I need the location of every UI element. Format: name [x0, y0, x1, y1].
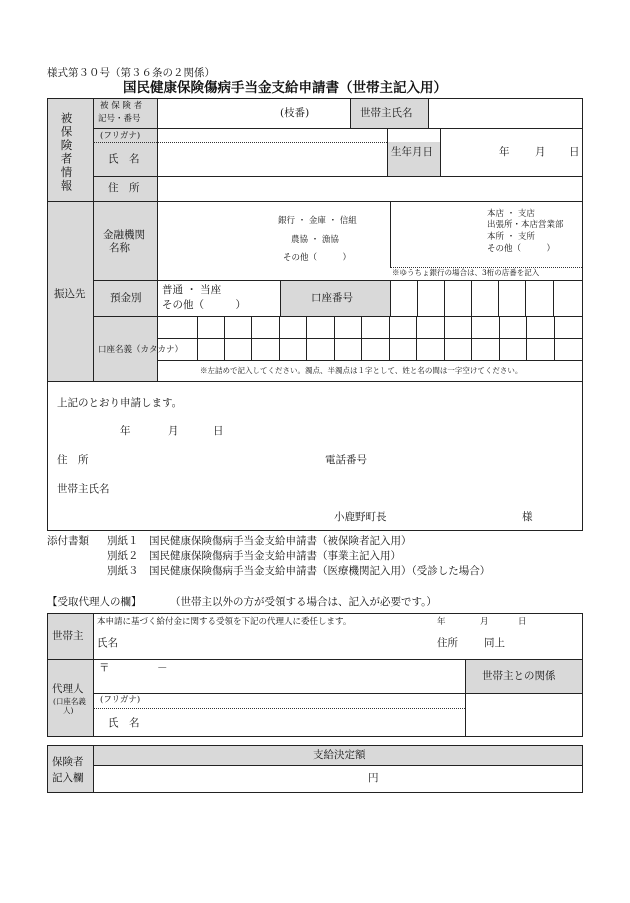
birthdate-year: 年: [499, 146, 510, 158]
relationship-label: 世帯主との関係: [482, 670, 556, 682]
amount-field[interactable]: [95, 767, 365, 791]
branch-name-field[interactable]: [391, 202, 485, 266]
amount-label: 支給決定額: [313, 749, 366, 761]
addressee: 小鹿野町長: [334, 511, 387, 523]
transfer-section-label: 振込先: [54, 288, 86, 300]
deposit-type-label: 預金別: [110, 292, 142, 304]
declaration-address-label: 住 所: [57, 454, 89, 466]
declaration-householder-label: 世帯主氏名: [57, 483, 110, 495]
insured-section-label: 被保険者情報: [59, 112, 74, 193]
declaration-year: 年: [120, 425, 131, 437]
address-field[interactable]: [158, 177, 581, 200]
yucho-note: ※ゆうちょ銀行の場合は、3桁の店番を記入: [392, 268, 540, 277]
branch-types-3: 本所 ・ 支所: [487, 232, 535, 242]
form-title: 国民健康保険傷病手当金支給申請書（世帯主記入用）: [123, 80, 447, 96]
proxy-name-label: 氏名: [97, 637, 118, 649]
declaration-householder-field[interactable]: [120, 479, 420, 497]
relationship-field[interactable]: [467, 695, 581, 735]
agent-name-label: 氏 名: [108, 717, 140, 729]
account-holder-field[interactable]: [158, 317, 581, 359]
attachment-item-2: 別紙２ 国民健康保険傷病手当金支給申請書（事業主記入用）: [107, 550, 401, 562]
declaration-statement: 上記のとおり申請します。: [57, 397, 183, 409]
insurance-no-label-2: 記号・番号: [98, 114, 141, 124]
address-label: 住 所: [108, 182, 140, 194]
birthdate-field[interactable]: [441, 129, 581, 175]
delegation-text: 本申請に基づく給付金に関する受領を下記の代理人に委任します。: [97, 617, 352, 627]
name-label: 氏 名: [108, 153, 140, 165]
proxy-householder-name-field[interactable]: [118, 634, 418, 652]
branch-types-1: 本店 ・ 支店: [487, 209, 535, 219]
bank-types-2: 農協 ・ 漁協: [291, 235, 339, 245]
honorific: 様: [522, 511, 533, 523]
insurance-no-label-1: 被 保 険 者: [100, 101, 143, 111]
branch-types-2: 出張所・本店営業部: [487, 220, 564, 230]
bank-types-1: 銀行 ・ 金庫 ・ 信組: [278, 216, 357, 226]
attachments-label: 添付書類: [47, 535, 89, 547]
agent-furigana-label: (フリガナ): [100, 695, 141, 705]
declaration-day: 日: [213, 425, 224, 437]
birthdate-label: 生年月日: [391, 146, 433, 158]
declaration-phone-field[interactable]: [378, 450, 578, 468]
postal-dash: －: [157, 662, 168, 674]
postal-mark: 〒: [99, 662, 110, 674]
householder-name-field[interactable]: [429, 99, 581, 127]
birthdate-day: 日: [569, 146, 580, 158]
proxy-same-label: 同上: [484, 637, 505, 649]
attachment-item-1: 別紙１ 国民健康保険傷病手当金支給申請書（被保険者記入用）: [107, 535, 412, 547]
furigana-label: (フリガナ): [100, 131, 141, 141]
proxy-section-title: 【受取代理人の欄】: [47, 596, 142, 608]
agent-note-1: (口座名義: [53, 697, 86, 706]
declaration-month: 月: [168, 425, 179, 437]
delegation-year: 年: [437, 617, 446, 627]
delegation-day: 日: [518, 617, 527, 627]
branch-no-label: (枝番): [280, 107, 310, 119]
bank-name-field[interactable]: [158, 202, 274, 279]
declaration-phone-label: 電話番号: [325, 454, 367, 466]
name-field[interactable]: [158, 143, 386, 175]
householder-name-label: 世帯主氏名: [360, 107, 413, 119]
proxy-address-label: 住所: [437, 637, 458, 649]
furigana-field[interactable]: [158, 129, 386, 141]
declaration-address-field[interactable]: [95, 450, 315, 468]
form-number: 様式第３０号（第３６条の２関係）: [47, 67, 215, 79]
agent-note-2: 人): [63, 706, 74, 715]
yen-label: 円: [368, 772, 379, 784]
agent-furigana-field[interactable]: [95, 695, 463, 707]
insurance-no-field[interactable]: [158, 99, 278, 127]
bank-label-1: 金融機関: [103, 229, 145, 241]
bank-types-3: その他（ ）: [283, 253, 352, 263]
deposit-options-1: 普通 ・ 当座: [162, 284, 222, 296]
delegation-month: 月: [480, 617, 489, 627]
birthdate-month: 月: [535, 146, 546, 158]
account-number-field[interactable]: [391, 281, 581, 315]
proxy-section-note: （世帯主以外の方が受領する場合は、記入が必要です。）: [170, 596, 437, 608]
agent-name-field[interactable]: [150, 710, 460, 734]
agent-address-field[interactable]: [95, 661, 463, 691]
insurer-shade: [47, 745, 93, 793]
bank-label-2: 名称: [109, 242, 130, 254]
account-holder-label: 口座名義（カタカナ）: [98, 345, 184, 355]
account-no-label: 口座番号: [311, 292, 353, 304]
insurer-label-2: 記入欄: [52, 772, 84, 784]
attachment-item-3: 別紙３ 国民健康保険傷病手当金支給申請書（医療機関記入用）（受診した場合）: [107, 565, 491, 577]
proxy-householder-label: 世帯主: [52, 630, 84, 642]
branch-types-4: その他（ ）: [487, 244, 556, 254]
katakana-note: ※左詰めで記入してください。濁点、半濁点は１字として、姓と名の間は一字空けてください。: [200, 366, 523, 375]
deposit-options-2: その他（ ）: [162, 299, 246, 311]
agent-label: 代理人: [52, 683, 84, 695]
insurer-label-1: 保険者: [52, 756, 84, 768]
